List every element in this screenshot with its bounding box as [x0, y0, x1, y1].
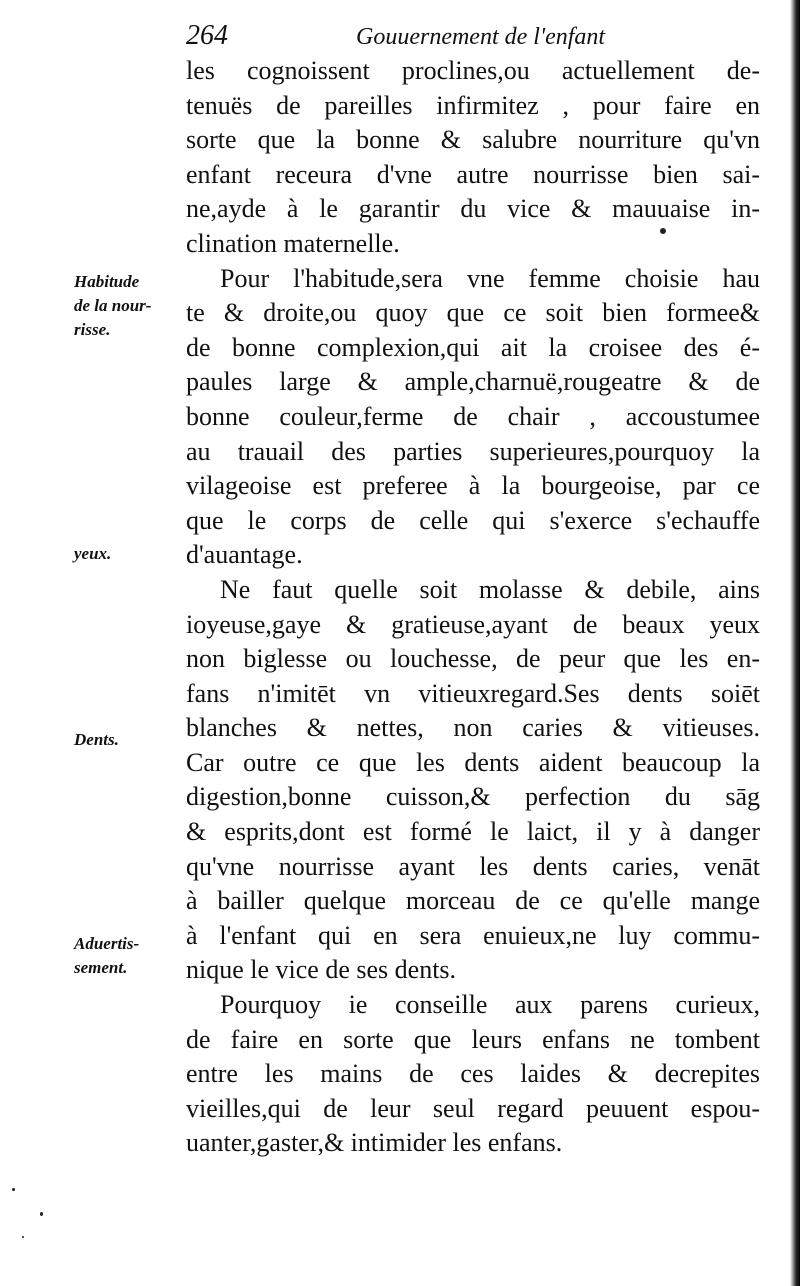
text-line: sorte que la bonne & salubre nourriture qu'vn: [186, 125, 760, 155]
ink-speck: [22, 1236, 24, 1238]
ink-speck: [40, 1212, 43, 1216]
text-line: au trauail des parties superieures,pourquoy la: [186, 436, 760, 466]
marginal-note-line: yeux.: [74, 544, 112, 563]
text-line: que le corps de celle qui s'exerce s'echauffe: [186, 505, 760, 535]
body-text: [186, 54, 760, 1161]
text-line: tenuës de pareilles infirmitez , pour faire en: [186, 90, 760, 120]
marginal-note-line: sement.: [74, 958, 128, 977]
text-line: nique le vice de ses dents.: [186, 955, 457, 985]
text-line: à l'enfant qui en sera enuieux,ne luy commu-: [186, 920, 760, 950]
text-line: Pour l'habitude,sera vne femme choisie hau: [220, 263, 760, 293]
running-title: Gouuernement de l'enfant: [356, 24, 606, 50]
marginal-note-line: risse.: [74, 320, 111, 339]
text-line: entre les mains de ces laides & decrepites: [186, 1059, 760, 1089]
text-line: à bailler quelque morceau de ce qu'elle mange: [186, 886, 760, 916]
text-line: Car outre ce que les dents aident beaucoup la: [186, 747, 760, 777]
text-line: bonne couleur,ferme de chair , accoustumee: [186, 401, 760, 431]
text-line: fans n'imitēt vn vitieuxregard.Ses dents soiēt: [186, 678, 760, 708]
page-spine-shadow: [790, 0, 800, 1286]
marginal-note-line: Dents.: [74, 730, 119, 749]
text-line: & esprits,dont est formé le laict, il y à danger: [186, 817, 760, 847]
text-line: paules large & ample,charnuë,rougeatre & de: [186, 367, 760, 397]
marginal-note-yeux: [74, 542, 184, 566]
text-line: les cognoissent proclines,ou actuellement de-: [186, 56, 760, 85]
marginal-note-aduertissement: [74, 932, 184, 980]
text-line: ne,ayde à le garantir du vice & mauuaise in-: [186, 194, 760, 224]
text-line: blanches & nettes, non caries & vitieuses.: [186, 713, 760, 743]
text-line: uanter,gaster,& intimider les enfans.: [186, 1128, 563, 1158]
marginal-note-line: de la nour-: [74, 296, 152, 315]
text-line: digestion,bonne cuisson,& perfection du sāg: [186, 782, 760, 812]
text-line: vieilles,qui de leur seul regard peuuent espou-: [186, 1093, 760, 1123]
marginal-note-line: Aduertis-: [74, 934, 140, 953]
page-number: 264: [186, 20, 228, 51]
text-line: de bonne complexion,qui ait la croisee des é-: [186, 332, 760, 362]
marginal-note-habitude: [74, 270, 184, 342]
text-line: de faire en sorte que leurs enfans ne tombent: [186, 1024, 760, 1054]
marginal-note-line: Habitude: [74, 272, 140, 291]
text-line: qu'vne nourrisse ayant les dents caries, venāt: [186, 851, 760, 881]
text-line: clination maternelle.: [186, 228, 400, 258]
marginal-note-dents: [74, 728, 184, 752]
text-line: d'auantage.: [186, 540, 303, 570]
text-line: enfant receura d'vne autre nourrisse bien sai-: [186, 159, 760, 189]
ink-speck: [660, 228, 666, 234]
running-head: [186, 20, 706, 52]
ink-speck: [12, 1188, 15, 1191]
text-line: Ne faut quelle soit molasse & debile, ains: [220, 574, 760, 604]
text-line: ioyeuse,gaye & gratieuse,ayant de beaux yeux: [186, 609, 760, 639]
text-line: te & droite,ou quoy que ce soit bien formee&: [186, 298, 760, 328]
text-line: non biglesse ou louchesse, de peur que les en-: [186, 644, 760, 674]
text-line: Pourquoy ie conseille aux parens curieux,: [220, 990, 760, 1020]
text-line: vilageoise est preferee à la bourgeoise, par ce: [186, 471, 760, 501]
